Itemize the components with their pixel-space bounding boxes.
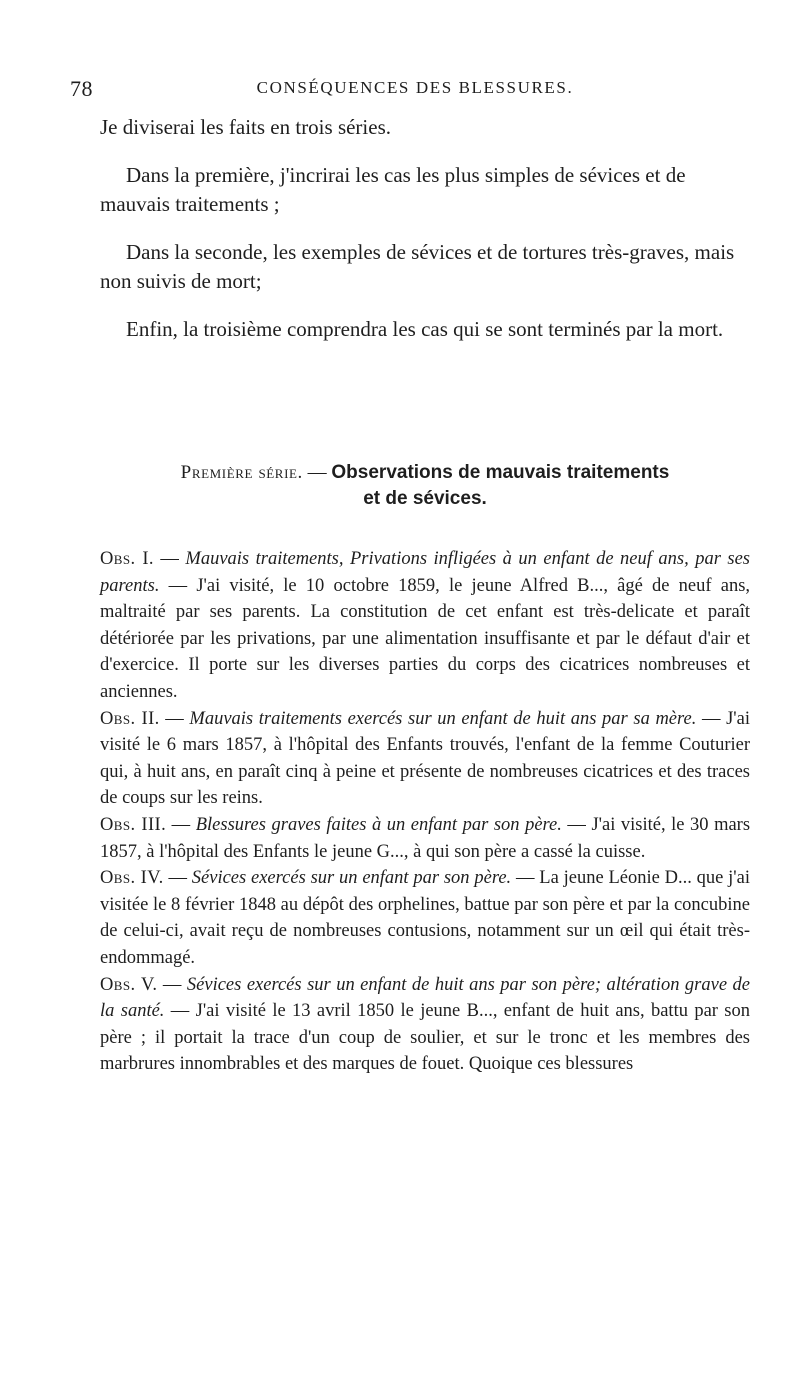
observation-text: J'ai visité, le 10 octobre 1859, le jeune Alfred B..., âgé de neuf ans, maltraité par ses parents. La constitution de cet enfant est très-delicate et paraît détériorée par les privations, par une alimentation insuffisante et par le défaut d'air et d'exercice. Il porte sur les diverses parties du corps des cicatrices nombreuses et anciennes. xyxy=(100,575,751,702)
page-number: 78 xyxy=(70,76,93,101)
intro-paragraph: Je diviserai les faits en trois séries. xyxy=(100,115,392,139)
intro-paragraph: Dans la première, j'incrirai les cas les plus simples de sévices et de mauvais traitements ; xyxy=(100,163,686,216)
section-title-line-2: et de sévices. xyxy=(363,488,487,509)
observation-label: Obs. III. xyxy=(100,814,167,835)
observation-text: La jeune Léonie D... que j'ai visitée le 8 février 1848 au dépôt des orphelines, battue par son père et par la concubine de celui-ci, avait reçu de nombreuses contusions, notamment sur un œil qui était très-endommagé. xyxy=(100,868,750,968)
observation: Obs. I. — Mauvais traitements, Privations infligées à un enfant de neuf ans, par ses parents. — J'ai visité, le 10 octobre 1859, le jeune Alfred B..., âgé de neuf ans, maltraité par ses parents. La constitution de cet enfant est très-delicate et paraît détériorée par les privations, par une alimentation insuffisante et par le défaut d'air et d'exercice. Il porte sur les diverses parties du corps des cicatrices nombreuses et anciennes. xyxy=(100,549,751,702)
observation-label: Obs. II. xyxy=(100,708,160,729)
observation-title: Blessures graves faites à un enfant par son père. xyxy=(195,814,562,835)
section-heading xyxy=(100,460,750,512)
observation-text: J'ai visité le 13 avril 1850 le jeune B..., enfant de huit ans, battu par son père ; il portait la trace d'un coup de soulier, et sur le tronc et les membres des marbrures innombrables et des marques de fouet. Quoique ces blessures xyxy=(100,1001,750,1075)
section-heading-line-1 xyxy=(100,460,750,486)
observation: Obs. V. — Sévices exercés sur un enfant de huit ans par son père; altération grave de la santé. — J'ai visité le 13 avril 1850 le jeune B..., enfant de huit ans, battu par son père ; il portait la trace d'un coup de soulier, et sur le tronc et les membres des marbrures innombrables et des marques de fouet. Quoique ces blessures xyxy=(100,974,750,1075)
observation-label: Obs. I. xyxy=(100,549,154,569)
section-prefix: Première série. xyxy=(180,462,303,483)
intro-paragraph: Enfin, la troisième comprendra les cas qui se sont terminés par la mort. xyxy=(126,317,724,341)
observation: Obs. IV. — Sévices exercés sur un enfant par son père. — La jeune Léonie D... que j'ai visitée le 8 février 1848 au dépôt des orphelines, battue par son père et par la concubine de celui-ci, avait reçu de nombreuses contusions, notamment sur un œil qui était très-endommagé. xyxy=(100,868,750,968)
observation-title: Sévices exercés sur un enfant par son père. xyxy=(191,868,512,889)
observation-title: Sévices exercés sur un enfant de huit ans par son père; altération grave de la santé. xyxy=(100,974,750,1022)
observation: Obs. III. — Blessures graves faites à un enfant par son père. — J'ai visité, le 30 mars 1857, à l'hôpital des Enfants le jeune G..., à qui son père a cassé la cuisse. xyxy=(100,814,751,862)
observation-label: Obs. V. xyxy=(100,974,158,995)
observation-title: Mauvais traitements, Privations infligées à un enfant de neuf ans, par ses parents. xyxy=(100,549,750,596)
observation-title: Mauvais traitements exercés sur un enfant de huit ans par sa mère. xyxy=(189,708,697,729)
section-dash: — xyxy=(302,462,332,483)
observations-list xyxy=(100,546,750,1078)
intro-text xyxy=(100,113,750,363)
section-title: Observations de mauvais traitements xyxy=(331,462,670,483)
page-header xyxy=(70,76,760,106)
observation-text: J'ai visité, le 30 mars 1857, à l'hôpital des Enfants le jeune G..., à qui son père a cassé la cuisse. xyxy=(100,814,751,862)
observation: Obs. II. — Mauvais traitements exercés sur un enfant de huit ans par sa mère. — J'ai visité le 6 mars 1857, à l'hôpital des Enfants trouvés, l'enfant de la femme Couturier qui, à huit ans, en paraît cinq à peine et présente de nombreuses cicatrices et des traces de coups sur les reins. xyxy=(100,708,750,809)
observation-label: Obs. IV. xyxy=(100,868,164,889)
running-title: CONSÉQUENCES DES BLESSURES. xyxy=(256,78,574,97)
intro-paragraph: Dans la seconde, les exemples de sévices et de tortures très-graves, mais non suivis de mort; xyxy=(100,240,735,293)
observation-text: J'ai visité le 6 mars 1857, à l'hôpital des Enfants trouvés, l'enfant de la femme Couturier qui, à huit ans, en paraît cinq à peine et présente de nombreuses cicatrices et des traces de coups sur les reins. xyxy=(100,708,750,809)
